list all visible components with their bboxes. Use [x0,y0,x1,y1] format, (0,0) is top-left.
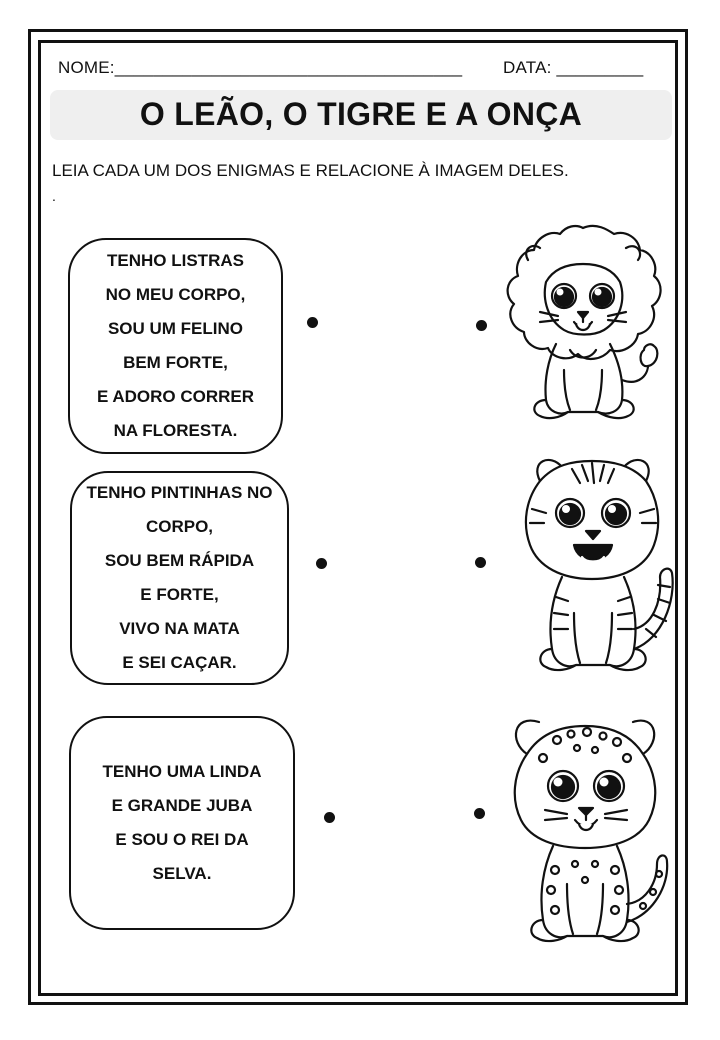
date-field[interactable]: DATA: _________ [503,58,644,77]
lion-cub-illustration [498,220,668,426]
riddle-box-2 [70,471,289,685]
page-title: O LEÃO, O TIGRE E A ONÇA [139,96,583,132]
riddle-text-1: TENHO LISTRAS NO MEU CORPO, SOU UM FELINO BEM FORTE, E ADORO CORRER NA FLORESTA. [96,251,255,440]
riddle-dot-2[interactable] [316,558,327,569]
name-field[interactable]: NOME:____________________________________ [58,58,463,77]
animal-dot-3[interactable] [474,808,485,819]
riddle-text-2: TENHO PINTINHAS NO CORPO, SOU BEM RÁPIDA E FORTE, VIVO NA MATA E SEI CAÇAR. [86,483,273,672]
stray-mark: . [52,188,56,204]
riddle-dot-3[interactable] [324,812,335,823]
animal-dot-2[interactable] [475,557,486,568]
riddle-box-3 [69,716,295,930]
riddle-text-3: TENHO UMA LINDA E GRANDE JUBA E SOU O REI DA SELVA. [102,762,262,883]
riddle-dot-1[interactable] [307,317,318,328]
riddle-box-1 [68,238,283,454]
animal-dot-1[interactable] [476,320,487,331]
instruction-text: LEIA CADA UM DOS ENIGMAS E RELACIONE À IMAGEM DELES. [52,161,569,180]
jaguar-cub-illustration [497,714,669,948]
tiger-cub-illustration [512,453,674,675]
